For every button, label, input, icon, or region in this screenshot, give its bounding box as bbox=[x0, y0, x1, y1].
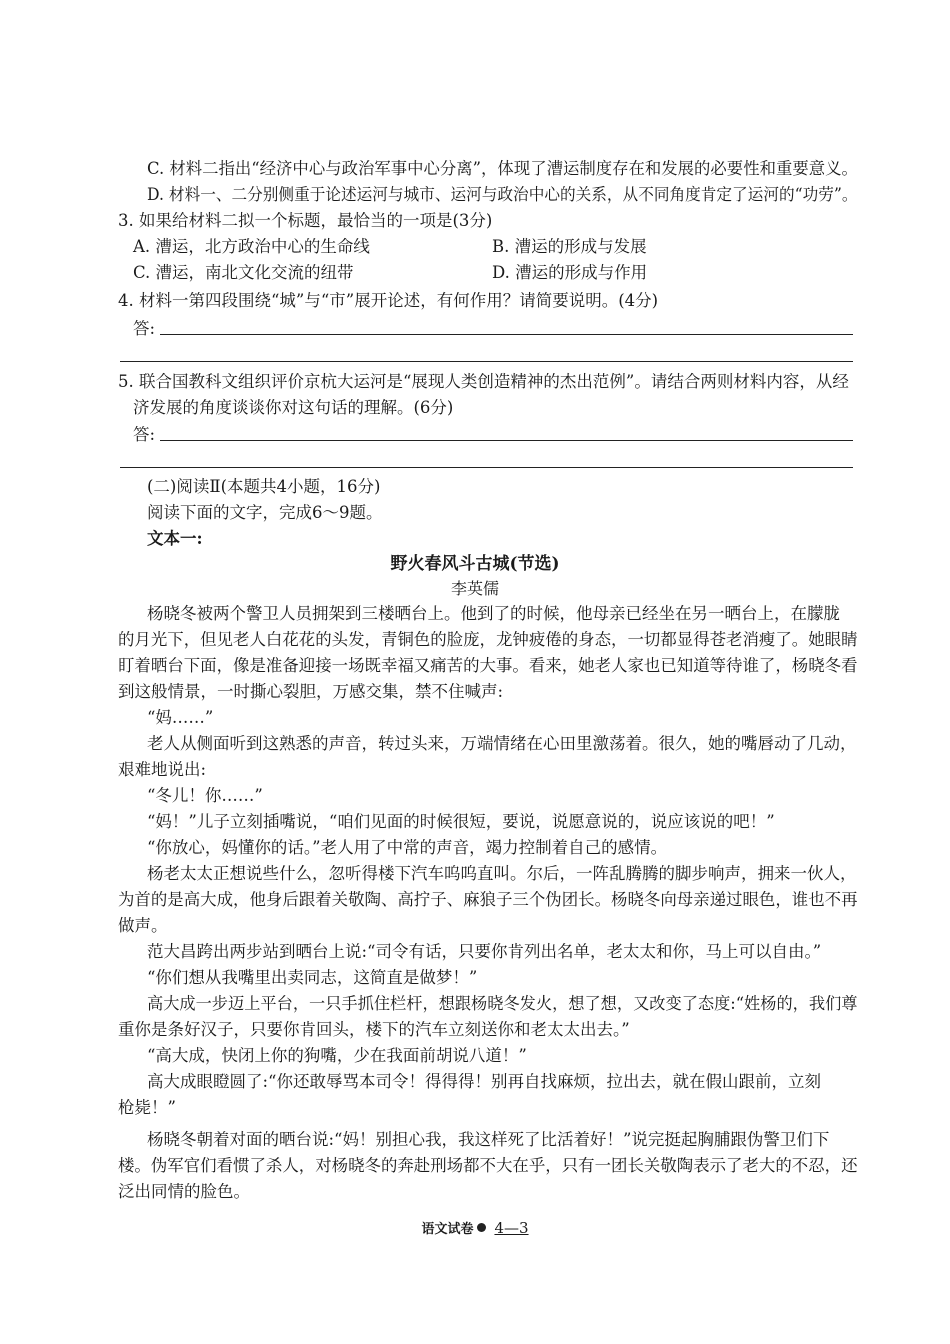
article-line: 杨晓冬朝着对面的晒台说:“妈！别担心我，我这样死了比活着好！”说完挺起胸脯跟伪警卫们下 bbox=[147, 1130, 830, 1149]
article-line: “你放心，妈懂你的话。”老人用了中常的声音，竭力控制着自己的感情。 bbox=[147, 838, 668, 857]
footer-label: 语文试卷 bbox=[421, 1222, 474, 1237]
article-line: 到这般情景，一时撕心裂胆，万感交集，禁不住喊声: bbox=[118, 682, 504, 701]
option-c-line: C. 材料二指出“经济中心与政治军事中心分离”，体现了漕运制度存在和发展的必要性和重要意义。 bbox=[147, 159, 858, 178]
article-line: 做声。 bbox=[118, 916, 168, 935]
question-5-stem-line-1: 5. 联合国教科文组织评价京杭大运河是“展现人类创造精神的杰出范例”。请结合两则材料内容，从经 bbox=[118, 372, 849, 391]
page-footer bbox=[0, 1218, 950, 1237]
answer-line[interactable] bbox=[120, 467, 853, 468]
article-line: “妈……” bbox=[147, 708, 214, 727]
article-line: 盯着晒台下面，像是准备迎接一场既幸福又痛苦的大事。看来，她老人家也已知道等待谁了，杨晓冬看 bbox=[118, 656, 858, 675]
question-3-option-c: C. 漕运，南北文化交流的纽带 bbox=[133, 263, 354, 282]
article-line: 的月光下，但见老人白花花的头发，青铜色的脸庞，龙钟疲倦的身态，一切都显得苍老消瘦了。她眼睛 bbox=[118, 630, 858, 649]
text-label: 文本一: bbox=[147, 529, 203, 548]
article-line: “高大成，快闭上你的狗嘴，少在我面前胡说八道！” bbox=[147, 1046, 527, 1065]
article-line: 杨晓冬被两个警卫人员拥架到三楼晒台上。他到了的时候，他母亲已经坐在另一晒台上，在朦胧 bbox=[147, 604, 840, 623]
article-title: 野火春风斗古城(节选) bbox=[390, 554, 560, 574]
article-line: 为首的是高大成，他身后跟着关敬陶、高拧子、麻狼子三个伪团长。杨晓冬向母亲递过眼色，谁也不再 bbox=[118, 890, 858, 909]
answer-line[interactable] bbox=[160, 334, 853, 335]
article-line: 重你是条好汉子，只要你肯回头，楼下的汽车立刻送你和老太太出去。” bbox=[118, 1020, 630, 1039]
article-line: 艰难地说出: bbox=[118, 760, 207, 779]
article-line: 楼。伪军官们看惯了杀人，对杨晓冬的奔赴刑场都不大在乎，只有一团长关敬陶表示了老大的不忍，还 bbox=[118, 1156, 858, 1175]
question-5-stem-line-2: 济发展的角度谈谈你对这句话的理解。(6分) bbox=[133, 398, 454, 417]
question-3-option-b: B. 漕运的形成与发展 bbox=[492, 237, 647, 256]
answer-line[interactable] bbox=[160, 440, 853, 441]
footer-dot-icon bbox=[477, 1223, 486, 1232]
section-instruction: 阅读下面的文字，完成6～9题。 bbox=[147, 503, 383, 522]
question-5-answer-label: 答: bbox=[133, 425, 156, 444]
article-line: “妈！”儿子立刻插嘴说，“咱们见面的时候很短，要说，说愿意说的，说应该说的吧！” bbox=[147, 812, 775, 831]
page-number: 4—3 bbox=[494, 1219, 529, 1237]
question-3-option-d: D. 漕运的形成与作用 bbox=[492, 263, 648, 282]
article-line: 杨老太太正想说些什么，忽听得楼下汽车呜呜直叫。尔后，一阵乱腾腾的脚步响声，拥来一伙人， bbox=[147, 864, 857, 883]
section-heading: (二)阅读Ⅱ(本题共4小题，16分) bbox=[147, 477, 381, 496]
article-line: 枪毙！” bbox=[118, 1098, 176, 1117]
article-line: 泛出同情的脸色。 bbox=[118, 1182, 250, 1201]
question-4-stem: 4. 材料一第四段围绕“城”与“市”展开论述，有何作用？请简要说明。(4分) bbox=[118, 291, 659, 310]
question-4-answer-label: 答: bbox=[133, 319, 156, 338]
article-author: 李英儒 bbox=[450, 579, 499, 598]
article-line: “你们想从我嘴里出卖同志，这简直是做梦！” bbox=[147, 968, 478, 987]
option-d-line: D. 材料一、二分别侧重于论述运河与城市、运河与政治中心的关系，从不同角度肯定了运河的“功劳”。 bbox=[147, 185, 858, 204]
article-line: “冬儿！你……” bbox=[147, 786, 263, 805]
article-line: 高大成眼瞪圆了:“你还敢辱骂本司令！得得得！别再自找麻烦，拉出去，就在假山跟前，立刻 bbox=[147, 1072, 821, 1091]
article-line: 范大昌跨出两步站到晒台上说:“司令有话，只要你肯列出名单，老太太和你，马上可以自由。” bbox=[147, 942, 822, 961]
question-3-option-a: A. 漕运，北方政治中心的生命线 bbox=[133, 237, 370, 256]
article-line: 高大成一步迈上平台，一只手抓住栏杆，想跟杨晓冬发火，想了想，又改变了态度:“姓杨的，我们尊 bbox=[147, 994, 858, 1013]
answer-line[interactable] bbox=[120, 361, 853, 362]
article-line: 老人从侧面听到这熟悉的声音，转过头来，万端情绪在心田里激荡着。很久，她的嘴唇动了几动， bbox=[147, 734, 857, 753]
question-3-stem: 3. 如果给材料二拟一个标题，最恰当的一项是(3分) bbox=[118, 211, 493, 230]
